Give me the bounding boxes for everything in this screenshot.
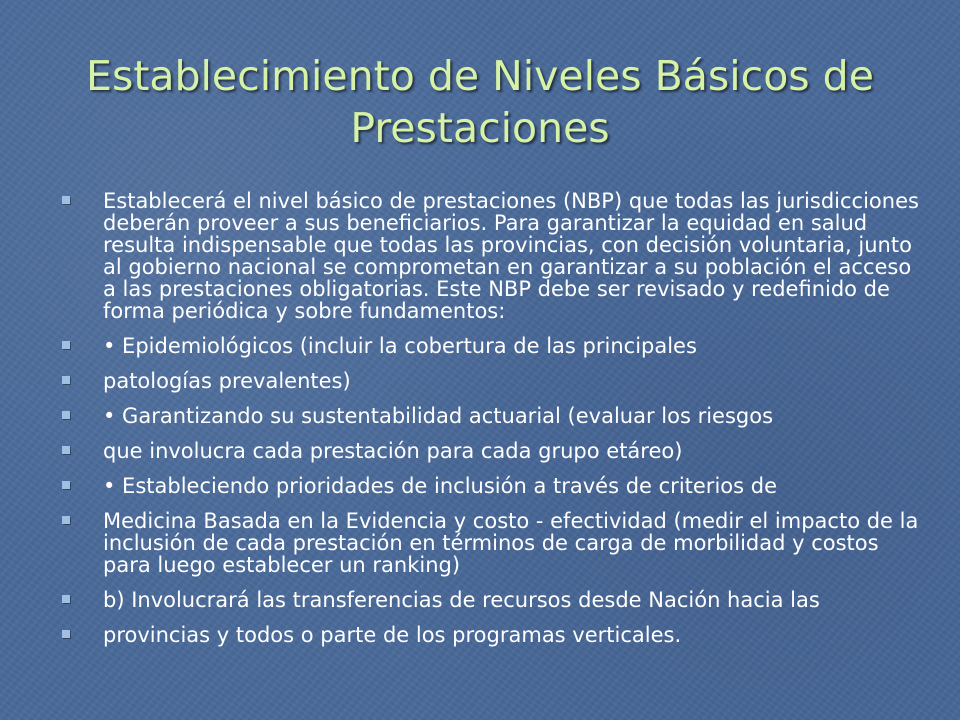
bullet-text: Medicina Basada en la Evidencia y costo - efectividad (medir el impacto de la inclusión de cada prestación en términos de carga de morbilidad y costos para luego establecer un ranking) <box>103 509 919 577</box>
bullet-text: patologías prevalentes) <box>103 369 351 393</box>
bullet-text: • Estableciendo prioridades de inclusión a través de criterios de <box>103 474 777 498</box>
bullet-text: que involucra cada prestación para cada grupo etáreo) <box>103 439 683 463</box>
square-bullet-icon <box>62 376 70 384</box>
square-bullet-icon <box>62 411 70 419</box>
bullet-list <box>62 190 922 659</box>
square-bullet-icon <box>62 516 70 524</box>
square-bullet-icon <box>62 196 70 204</box>
square-bullet-icon <box>62 481 70 489</box>
bullet-text: b) Involucrará las transferencias de recursos desde Nación hacia las <box>103 588 820 612</box>
bullet-item <box>62 370 922 392</box>
square-bullet-icon <box>62 595 70 603</box>
bullet-text: • Epidemiológicos (incluir la cobertura de las principales <box>103 334 697 358</box>
slide-title: Establecimiento de Niveles Básicos de Prestaciones <box>86 52 874 152</box>
square-bullet-icon <box>62 446 70 454</box>
bullet-item <box>62 440 922 462</box>
bullet-item <box>62 190 922 322</box>
bullet-item <box>62 624 922 646</box>
bullet-item <box>62 475 922 497</box>
square-bullet-icon <box>62 341 70 349</box>
bullet-item <box>62 335 922 357</box>
bullet-text: Establecerá el nivel básico de prestaciones (NBP) que todas las jurisdicciones deberán proveer a sus beneficiarios. Para garantizar la equidad en salud resulta indispensable que todas las provincias, con decisión voluntaria, junto al gobierno nacional se comprometan en garantizar a su población el acceso a las prestaciones obligatorias. Este NBP debe ser revisado y redefinido de forma periódica y sobre fundamentos: <box>103 189 919 323</box>
bullet-item <box>62 405 922 427</box>
bullet-item <box>62 510 922 576</box>
bullet-item <box>62 589 922 611</box>
bullet-text: • Garantizando su sustentabilidad actuarial (evaluar los riesgos <box>103 404 774 428</box>
square-bullet-icon <box>62 630 70 638</box>
bullet-text: provincias y todos o parte de los programas verticales. <box>103 623 682 647</box>
